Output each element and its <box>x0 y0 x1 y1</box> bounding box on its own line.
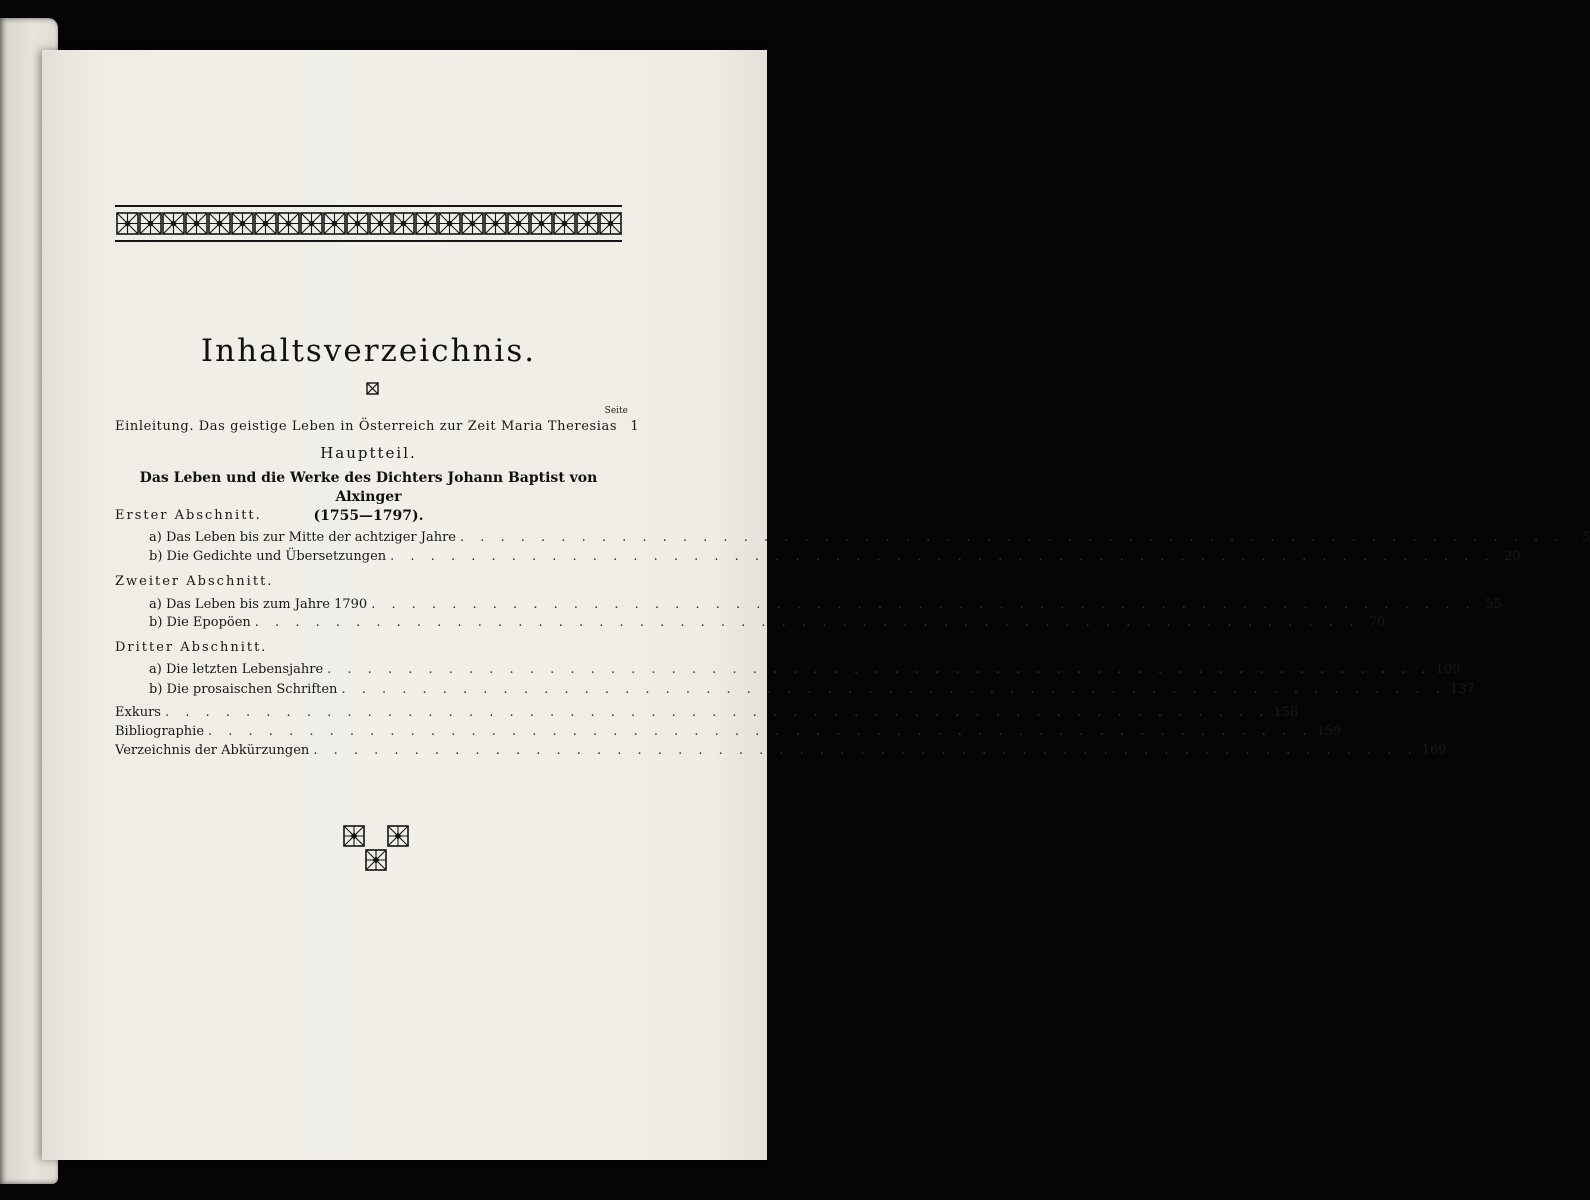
toc-entry-label: a) Das Leben bis zum Jahre 1790 <box>149 597 368 612</box>
toc-entry[interactable] <box>149 662 1461 677</box>
toc-entry-label: b) Die Gedichte und Übersetzungen <box>149 549 387 564</box>
toc-entry-label: a) Die letzten Lebensjahre <box>149 662 324 677</box>
leader-dots: . . . . . . . . . . . . . . . . . . . . . . . . . . . . . . . . . . . . . . . . . . . . . . . . . . . . . . . <box>390 549 1495 564</box>
ornamental-header-band <box>115 205 622 243</box>
toc-entry-label: Bibliographie <box>115 724 205 739</box>
toc-entry-page: 169 <box>1421 743 1447 758</box>
leader-dots: . . . . . . . . . . . . . . . . . . . . . . . . . . . . . . . . . . . . . . . . . . . . . . . . . . . . . . . <box>208 724 1313 739</box>
section-heading: Dritter Abschnitt. <box>115 640 268 655</box>
toc-entry-page: 137 <box>1449 682 1475 697</box>
toc-entry-label: Einleitung. Das geistige Leben in Österreich zur Zeit Maria Theresias <box>115 419 618 434</box>
leader-dots: . . . . . . . . . . . . . . . . . . . . . . . . . . . . . . . . . . . . . . . . . . . . . . . . . . . . . . . <box>254 615 1360 630</box>
toc-entry-page: 1 <box>630 419 640 434</box>
toc-entry-label: b) Die prosaischen Schriften <box>149 682 338 697</box>
fleuron-ornament-icon <box>342 824 412 874</box>
toc-entry-label: b) Die Epopöen <box>149 615 251 630</box>
toc-entry-label: Verzeichnis der Abkürzungen <box>115 743 310 758</box>
toc-entry[interactable] <box>149 530 1590 545</box>
toc-entry[interactable] <box>115 724 1342 739</box>
leader-dots: . . . . . . . . . . . . . . . . . . . . . . . . . . . . . . . . . . . . . . . . . . . . . . . . . . . . . . . <box>313 743 1418 758</box>
toc-entry-page: 158 <box>1273 705 1299 720</box>
toc-entry-page: 109 <box>1435 662 1461 677</box>
toc-entry[interactable] <box>115 743 1447 758</box>
toc-entry[interactable] <box>149 549 1521 564</box>
toc-entry-page: 55 <box>1485 597 1502 612</box>
section-heading: Erster Abschnitt. <box>115 508 262 523</box>
toc-entry[interactable] <box>149 597 1502 612</box>
toc-entry-intro[interactable] <box>115 419 640 434</box>
toc-entry-page: 5 <box>1582 530 1590 545</box>
toc-entry-label: a) Das Leben bis zur Mitte der achtziger Jahre <box>149 530 456 545</box>
main-part-heading: Hauptteil. <box>320 444 417 462</box>
leader-dots: . . . . . . . . . . . . . . . . . . . . . . . . . . . . . . . . . . . . . . . . . . . . . . . . . . . . . . . <box>164 705 1270 720</box>
toc-entry[interactable] <box>115 705 1299 720</box>
page-title: Inhaltsverzeichnis. <box>200 333 537 369</box>
toc-entry-page: 70 <box>1368 615 1386 630</box>
leader-dots: . . . . . . . . . . . . . . . . . . . . . . . . . . . . . . . . . . . . . . . . . . . . . . . . . . . . . . . <box>459 530 1565 545</box>
section-heading: Zweiter Abschnitt. <box>115 574 274 589</box>
toc-entry-page: 20 <box>1504 549 1521 564</box>
work-title-line: Das Leben und die Werke des Dichters Johann Baptist von Alxinger <box>139 470 598 505</box>
leader-dots: . . . . . . . . . . . . . . . . . . . . . . . . . . . . . . . . . . . . . . . . . . . . . . . . . . . . . . . <box>327 662 1432 677</box>
ornament-square-icon <box>366 382 379 395</box>
toc-entry-page: 159 <box>1316 724 1342 739</box>
toc-entry[interactable] <box>149 615 1386 630</box>
toc-entry-label: Exkurs <box>115 705 161 720</box>
work-title-dates: (1755—1797). <box>313 508 424 524</box>
page-column-label: Seite <box>604 406 628 416</box>
toc-entry[interactable] <box>149 682 1475 697</box>
leader-dots: . . . . . . . . . . . . . . . . . . . . . . . . . . . . . . . . . . . . . . . . . . . . . . . . . . . . . . . <box>371 597 1476 612</box>
leader-dots: . . . . . . . . . . . . . . . . . . . . . . . . . . . . . . . . . . . . . . . . . . . . . . . . . . . . . . . <box>341 682 1446 697</box>
